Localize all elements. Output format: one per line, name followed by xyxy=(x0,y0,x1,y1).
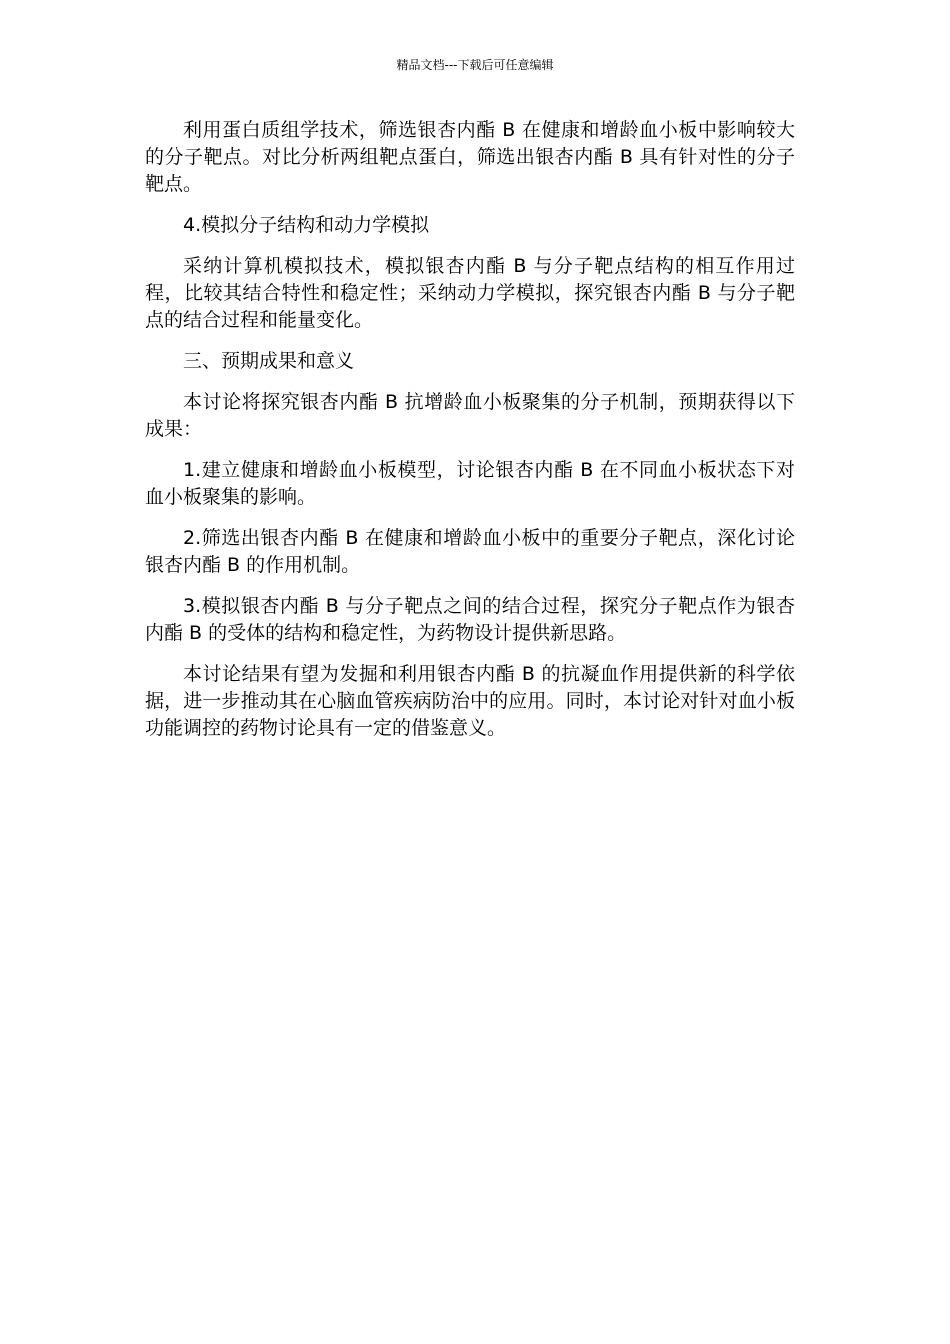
list-item-result-3: 3.模拟银杏内酯 B 与分子靶点之间的结合过程，探究分子靶点作为银杏内酯 B 的受体的结构和稳定性，为药物设计提供新思路。 xyxy=(145,595,795,644)
page-header: 精品文档---下载后可任意编辑 xyxy=(396,58,554,72)
list-item-result-2: 2.筛选出银杏内酯 B 在健康和增龄血小板中的重要分子靶点，深化讨论银杏内酯 B 的作用机制。 xyxy=(145,527,795,576)
paragraph-computer-simulation: 采纳计算机模拟技术，模拟银杏内酯 B 与分子靶点结构的相互作用过程，比较其结合特性和稳定性；采纳动力学模拟，探究银杏内酯 B 与分子靶点的结合过程和能量变化。 xyxy=(145,255,795,331)
paragraph-significance: 本讨论结果有望为发掘和利用银杏内酯 B 的抗凝血作用提供新的科学依据，进一步推动其在心脑血管疾病防治中的应用。同时，本讨论对针对血小板功能调控的药物讨论具有一定的借鉴意义。 xyxy=(145,663,795,739)
document-body xyxy=(145,117,795,742)
paragraph-proteomics-screening: 利用蛋白质组学技术，筛选银杏内酯 B 在健康和增龄血小板中影响较大的分子靶点。对比分析两组靶点蛋白，筛选出银杏内酯 B 具有针对性的分子靶点。 xyxy=(145,119,795,195)
section-heading-molecular-simulation: 4.模拟分子结构和动力学模拟 xyxy=(183,214,430,236)
section-heading-expected-results: 三、预期成果和意义 xyxy=(183,350,355,372)
paragraph-results-intro: 本讨论将探究银杏内酯 B 抗增龄血小板聚集的分子机制，预期获得以下成果： xyxy=(145,391,795,440)
list-item-result-1: 1.建立健康和增龄血小板模型，讨论银杏内酯 B 在不同血小板状态下对血小板聚集的影响。 xyxy=(145,459,795,508)
